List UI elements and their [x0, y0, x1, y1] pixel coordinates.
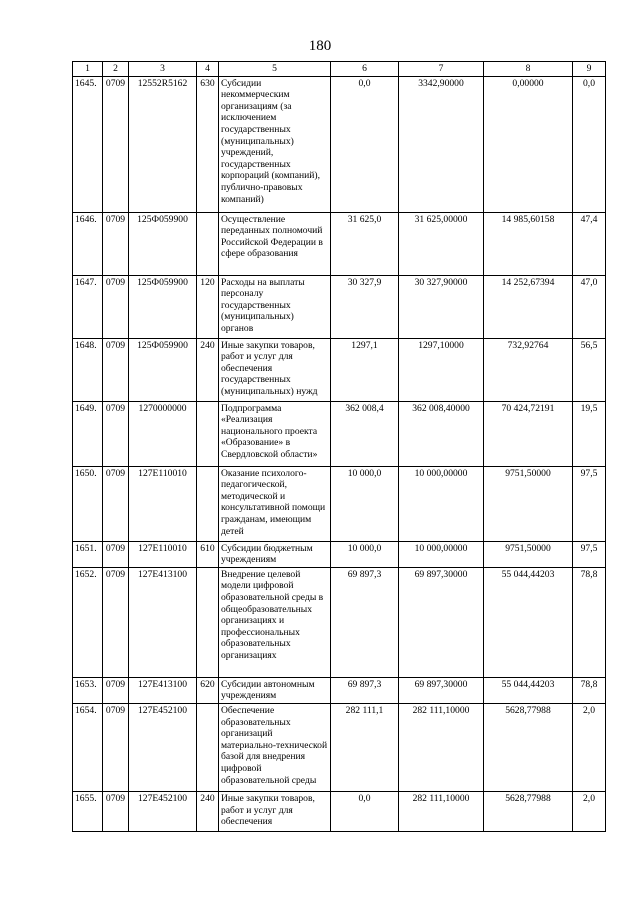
expense-type-cell: 120 [197, 275, 219, 338]
target-article-cell: 125Ф059900 [129, 338, 197, 401]
item-name-cell: Субсидии автономным учреждениям [219, 677, 331, 703]
expense-type-cell [197, 567, 219, 677]
expense-type-cell: 240 [197, 338, 219, 401]
section-code-cell: 0709 [103, 677, 129, 703]
item-name-cell: Иные закупки товаров, работ и услуг для обеспечения государственных (муниципальных) нужд [219, 338, 331, 401]
executed-amount-cell: 9751,50000 [484, 466, 573, 541]
target-article-cell: 125Ф059900 [129, 212, 197, 275]
section-code-cell: 0709 [103, 275, 129, 338]
item-name-cell: Иные закупки товаров, работ и услуг для обеспечения [219, 791, 331, 831]
execution-percent-cell: 19,5 [573, 401, 606, 466]
target-article-cell: 127E413100 [129, 677, 197, 703]
table-row [73, 677, 606, 703]
approved-amount-cell: 31 625,0 [331, 212, 399, 275]
row-number-cell: 1654. [73, 703, 103, 791]
approved-amount-cell: 282 111,1 [331, 703, 399, 791]
column-header: 9 [573, 62, 606, 77]
section-code-cell: 0709 [103, 338, 129, 401]
table-row [73, 791, 606, 831]
row-number-cell: 1653. [73, 677, 103, 703]
section-code-cell: 0709 [103, 401, 129, 466]
execution-percent-cell: 97,5 [573, 466, 606, 541]
column-header: 2 [103, 62, 129, 77]
budget-list-amount-cell: 10 000,00000 [399, 466, 484, 541]
item-name-cell: Осуществление переданных полномочий Российской Федерации в сфере образования [219, 212, 331, 275]
target-article-cell: 127E452100 [129, 791, 197, 831]
table-body [73, 62, 606, 832]
expense-type-cell: 620 [197, 677, 219, 703]
budget-list-amount-cell: 1297,10000 [399, 338, 484, 401]
budget-list-amount-cell: 10 000,00000 [399, 541, 484, 567]
approved-amount-cell: 69 897,3 [331, 677, 399, 703]
executed-amount-cell: 55 044,44203 [484, 567, 573, 677]
execution-percent-cell: 56,5 [573, 338, 606, 401]
column-header: 1 [73, 62, 103, 77]
table-header-row [73, 62, 606, 77]
executed-amount-cell: 14 252,67394 [484, 275, 573, 338]
table-row [73, 401, 606, 466]
approved-amount-cell: 69 897,3 [331, 567, 399, 677]
row-number-cell: 1652. [73, 567, 103, 677]
execution-percent-cell: 78,8 [573, 567, 606, 677]
budget-list-amount-cell: 362 008,40000 [399, 401, 484, 466]
section-code-cell: 0709 [103, 791, 129, 831]
approved-amount-cell: 30 327,9 [331, 275, 399, 338]
budget-list-amount-cell: 31 625,00000 [399, 212, 484, 275]
column-header: 6 [331, 62, 399, 77]
budget-list-amount-cell: 3342,90000 [399, 76, 484, 212]
approved-amount-cell: 362 008,4 [331, 401, 399, 466]
row-number-cell: 1648. [73, 338, 103, 401]
expense-type-cell [197, 466, 219, 541]
target-article-cell: 125Ф059900 [129, 275, 197, 338]
approved-amount-cell: 0,0 [331, 791, 399, 831]
target-article-cell: 127E110010 [129, 541, 197, 567]
budget-list-amount-cell: 30 327,90000 [399, 275, 484, 338]
executed-amount-cell: 55 044,44203 [484, 677, 573, 703]
row-number-cell: 1647. [73, 275, 103, 338]
column-header: 8 [484, 62, 573, 77]
execution-percent-cell: 97,5 [573, 541, 606, 567]
expense-type-cell [197, 212, 219, 275]
expense-type-cell: 630 [197, 76, 219, 212]
execution-percent-cell: 2,0 [573, 703, 606, 791]
executed-amount-cell: 0,00000 [484, 76, 573, 212]
table-row [73, 567, 606, 677]
item-name-cell: Оказание психолого-педагогической, методической и консультативной помощи гражданам, имеющим детей [219, 466, 331, 541]
execution-percent-cell: 0,0 [573, 76, 606, 212]
target-article-cell: 127E413100 [129, 567, 197, 677]
table-row [73, 703, 606, 791]
executed-amount-cell: 732,92764 [484, 338, 573, 401]
table-row [73, 466, 606, 541]
executed-amount-cell: 5628,77988 [484, 703, 573, 791]
budget-list-amount-cell: 282 111,10000 [399, 703, 484, 791]
approved-amount-cell: 10 000,0 [331, 466, 399, 541]
item-name-cell: Подпрограмма «Реализация национального проекта «Образование» в Свердловской области» [219, 401, 331, 466]
column-header: 4 [197, 62, 219, 77]
expense-type-cell: 240 [197, 791, 219, 831]
budget-list-amount-cell: 69 897,30000 [399, 567, 484, 677]
target-article-cell: 12552R5162 [129, 76, 197, 212]
column-header: 3 [129, 62, 197, 77]
approved-amount-cell: 0,0 [331, 76, 399, 212]
item-name-cell: Обеспечение образовательных организаций материально-технической базой для внедрения цифровой образовательной среды [219, 703, 331, 791]
section-code-cell: 0709 [103, 76, 129, 212]
row-number-cell: 1645. [73, 76, 103, 212]
executed-amount-cell: 70 424,72191 [484, 401, 573, 466]
target-article-cell: 127E452100 [129, 703, 197, 791]
row-number-cell: 1655. [73, 791, 103, 831]
target-article-cell: 1270000000 [129, 401, 197, 466]
executed-amount-cell: 14 985,60158 [484, 212, 573, 275]
approved-amount-cell: 10 000,0 [331, 541, 399, 567]
section-code-cell: 0709 [103, 212, 129, 275]
table-row [73, 541, 606, 567]
section-code-cell: 0709 [103, 541, 129, 567]
execution-percent-cell: 2,0 [573, 791, 606, 831]
table-row [73, 338, 606, 401]
budget-list-amount-cell: 69 897,30000 [399, 677, 484, 703]
table-row [73, 76, 606, 212]
expense-type-cell: 610 [197, 541, 219, 567]
item-name-cell: Субсидии некоммерческим организациям (за исключением государственных (муниципальных) учреждений, государственных корпораций (компаний), публично-правовых компаний) [219, 76, 331, 212]
row-number-cell: 1650. [73, 466, 103, 541]
expense-type-cell [197, 703, 219, 791]
column-header: 5 [219, 62, 331, 77]
section-code-cell: 0709 [103, 567, 129, 677]
budget-table [72, 61, 606, 832]
section-code-cell: 0709 [103, 703, 129, 791]
row-number-cell: 1651. [73, 541, 103, 567]
table-row [73, 212, 606, 275]
item-name-cell: Внедрение целевой модели цифровой образовательной среды в общеобразовательных организациях и профессиональных образовательных организациях [219, 567, 331, 677]
target-article-cell: 127E110010 [129, 466, 197, 541]
execution-percent-cell: 78,8 [573, 677, 606, 703]
approved-amount-cell: 1297,1 [331, 338, 399, 401]
execution-percent-cell: 47,0 [573, 275, 606, 338]
page-number: 180 [308, 38, 332, 54]
table-row [73, 275, 606, 338]
row-number-cell: 1646. [73, 212, 103, 275]
column-header: 7 [399, 62, 484, 77]
execution-percent-cell: 47,4 [573, 212, 606, 275]
section-code-cell: 0709 [103, 466, 129, 541]
item-name-cell: Расходы на выплаты персоналу государственных (муниципальных) органов [219, 275, 331, 338]
executed-amount-cell: 5628,77988 [484, 791, 573, 831]
item-name-cell: Субсидии бюджетным учреждениям [219, 541, 331, 567]
executed-amount-cell: 9751,50000 [484, 541, 573, 567]
budget-list-amount-cell: 282 111,10000 [399, 791, 484, 831]
row-number-cell: 1649. [73, 401, 103, 466]
expense-type-cell [197, 401, 219, 466]
